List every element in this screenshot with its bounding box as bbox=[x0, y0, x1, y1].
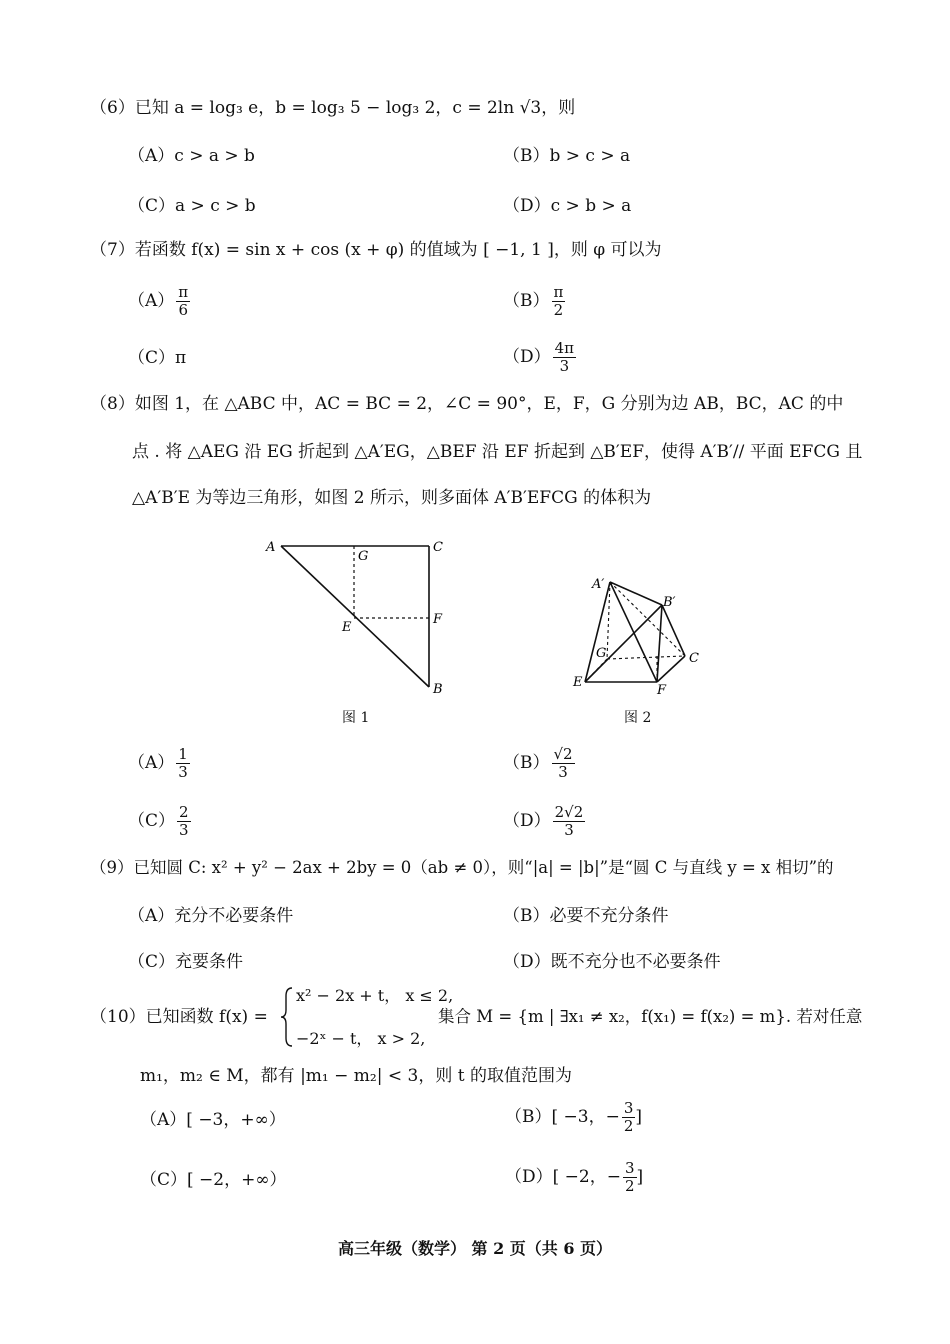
label-f: F bbox=[657, 683, 667, 698]
denominator: 3 bbox=[179, 821, 189, 839]
option-label: （B） bbox=[503, 291, 550, 311]
option-label: （B） bbox=[505, 1107, 552, 1127]
numerator: π bbox=[178, 283, 189, 301]
q10-prefix: （10）已知函数 f(x) = bbox=[90, 1007, 268, 1027]
q7-option-c bbox=[128, 346, 186, 370]
edge-b-c bbox=[662, 605, 685, 656]
q7-option-a bbox=[128, 284, 190, 319]
piecewise-brace bbox=[280, 986, 294, 1048]
option-label: （B） bbox=[503, 753, 550, 773]
fraction bbox=[176, 284, 190, 319]
denominator: 3 bbox=[558, 763, 568, 781]
label-f: F bbox=[433, 612, 443, 627]
denominator: 2 bbox=[624, 1177, 635, 1195]
numerator: 1 bbox=[178, 745, 188, 763]
q10-option-c bbox=[140, 1168, 287, 1192]
q8-line-1: （8）如图 1，在 △ABC 中，AC = BC = 2，∠C = 90°，E，F，G 分别为边 AB，BC，AC 的中 bbox=[90, 394, 844, 414]
edge-f-c bbox=[657, 656, 685, 682]
label-b-prime: B′ bbox=[663, 595, 676, 610]
denominator: 2 bbox=[553, 301, 564, 319]
interval-start: [ −3，− bbox=[551, 1107, 620, 1127]
denominator: 2 bbox=[623, 1117, 634, 1135]
figure-2-polyhedron bbox=[565, 570, 715, 700]
q8-option-a bbox=[128, 746, 190, 781]
figure-1-triangle bbox=[255, 535, 455, 700]
edge-a-f bbox=[610, 582, 657, 682]
q7-option-b bbox=[503, 284, 565, 319]
option-label: （A） bbox=[128, 753, 175, 773]
label-b: B bbox=[433, 682, 443, 697]
option-label: （C） bbox=[128, 348, 176, 368]
fraction bbox=[553, 804, 586, 839]
q6-option-b: （B）b > c > a bbox=[503, 146, 631, 166]
fraction bbox=[623, 1160, 637, 1195]
q8-option-d bbox=[503, 804, 585, 839]
q9-option-c: （C）充要条件 bbox=[128, 952, 244, 972]
q7-option-d bbox=[503, 340, 576, 375]
option-value: π bbox=[175, 348, 187, 368]
interval-end: ] bbox=[636, 1167, 644, 1187]
label-e: E bbox=[342, 620, 352, 635]
denominator: 3 bbox=[564, 821, 574, 839]
edge-ab bbox=[281, 546, 429, 687]
denominator: 3 bbox=[559, 357, 570, 375]
q9-option-a: （A）充分不必要条件 bbox=[128, 906, 294, 926]
option-label: （A） bbox=[128, 291, 175, 311]
q10-option-b bbox=[505, 1100, 642, 1135]
label-c: C bbox=[689, 651, 699, 666]
label-e: E bbox=[573, 675, 583, 690]
q6-option-c: （C）a > c > b bbox=[128, 196, 256, 216]
q8-line-3: △A′B′E 为等边三角形，如图 2 所示，则多面体 A′B′EFCG 的体积为 bbox=[132, 488, 652, 508]
option-value: [ −3，+∞） bbox=[186, 1110, 286, 1130]
q9-option-d: （D）既不充分也不必要条件 bbox=[503, 952, 721, 972]
numerator: 2 bbox=[179, 803, 189, 821]
q8-option-b bbox=[503, 746, 575, 781]
edge-a-b bbox=[610, 582, 662, 605]
numerator: 3 bbox=[623, 1099, 634, 1117]
edge-b-e bbox=[585, 605, 662, 682]
q7-stem: （7）若函数 f(x) = sin x + cos (x + φ) 的值域为 [ −1, 1 ]，则 φ 可以为 bbox=[90, 240, 662, 260]
q10-piece-2: −2ˣ − t， x > 2, bbox=[296, 1029, 426, 1048]
q6-option-d: （D）c > b > a bbox=[503, 196, 632, 216]
label-c: C bbox=[433, 540, 443, 555]
figure-1-caption: 图 1 bbox=[342, 710, 370, 726]
edge-b-f bbox=[657, 605, 662, 682]
edge-a-e bbox=[585, 582, 610, 682]
numerator: 2√2 bbox=[554, 803, 584, 821]
label-a: A bbox=[266, 540, 276, 555]
q8-option-c bbox=[128, 804, 191, 839]
interval-end: ] bbox=[635, 1107, 643, 1127]
label-g: G bbox=[596, 646, 607, 661]
denominator: 6 bbox=[178, 301, 188, 319]
fraction bbox=[176, 746, 190, 781]
label-a-prime: A′ bbox=[592, 577, 605, 592]
q10-option-d bbox=[505, 1160, 643, 1195]
q10-suffix: 集合 M = {m | ∃x₁ ≠ x₂，f(x₁) = f(x₂) = m}. 若对任意 bbox=[438, 1007, 863, 1026]
option-label: （D） bbox=[505, 1167, 553, 1187]
denominator: 3 bbox=[178, 763, 188, 781]
q6-option-a: （A）c > a > b bbox=[128, 146, 255, 166]
q10-line-2: m₁，m₂ ∈ M，都有 |m₁ − m₂| < 3，则 t 的取值范围为 bbox=[140, 1066, 572, 1086]
fraction bbox=[622, 1100, 636, 1135]
page-footer: 高三年级（数学） 第 2 页（共 6 页） bbox=[337, 1239, 613, 1258]
fraction bbox=[552, 746, 575, 781]
q9-option-b: （B）必要不充分条件 bbox=[503, 906, 669, 926]
figure-2-caption: 图 2 bbox=[624, 710, 652, 726]
numerator: π bbox=[553, 283, 564, 301]
numerator: √2 bbox=[553, 745, 573, 763]
option-label: （A） bbox=[140, 1110, 187, 1130]
option-label: （C） bbox=[140, 1170, 188, 1190]
fraction bbox=[553, 340, 576, 375]
q8-line-2: 点 . 将 △AEG 沿 EG 折起到 △A′EG，△BEF 沿 EF 折起到 △B′EF，使得 A′B′// 平面 EFCG 且 bbox=[132, 442, 863, 462]
numerator: 3 bbox=[624, 1159, 635, 1177]
option-label: （C） bbox=[128, 811, 176, 831]
q10-piece-1: x² − 2x + t， x ≤ 2, bbox=[296, 986, 454, 1005]
fraction bbox=[177, 804, 191, 839]
option-value: [ −2，+∞） bbox=[187, 1170, 287, 1190]
label-g: G bbox=[358, 549, 369, 564]
numerator: 4π bbox=[554, 339, 575, 357]
q6-stem: （6）已知 a = log₃ e，b = log₃ 5 − log₃ 2，c = 2ln √3，则 bbox=[90, 98, 576, 118]
q9-stem: （9）已知圆 C: x² + y² − 2ax + 2by = 0（ab ≠ 0），则“|a| = |b|”是“圆 C 与直线 y = x 相切”的 bbox=[90, 858, 834, 877]
fraction bbox=[552, 284, 566, 319]
option-label: （D） bbox=[503, 811, 551, 831]
option-label: （D） bbox=[503, 347, 551, 367]
q10-option-a bbox=[140, 1108, 286, 1132]
interval-start: [ −2，− bbox=[552, 1167, 621, 1187]
